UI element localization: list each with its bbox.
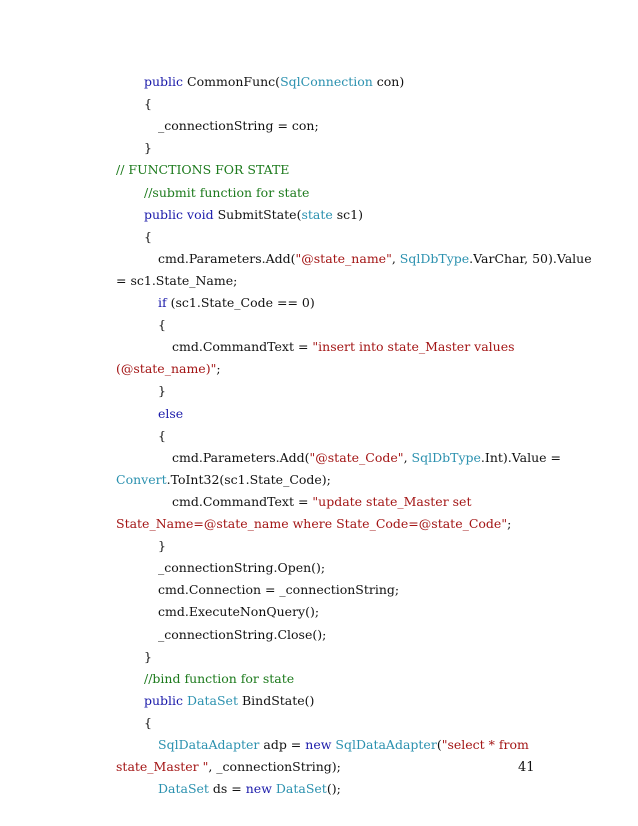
code-line [172, 450, 561, 466]
code-token-keyword: new [305, 737, 332, 752]
code-token-plain: _connectionString = con; [158, 118, 319, 134]
code-token-plain: } [144, 140, 152, 156]
code-token-keyword: new [245, 781, 272, 797]
code-token-plain: { [144, 228, 152, 244]
code-token-type: Convert [116, 471, 167, 487]
code-token-type: SqlDbType [411, 449, 481, 465]
code-line [158, 582, 399, 598]
code-token-type: SqlConnection [280, 74, 373, 89]
code-line [116, 162, 289, 178]
code-token-plain: ; [507, 516, 512, 531]
code-line [158, 627, 326, 643]
code-token-string: state_Master " [116, 759, 209, 775]
code-token-string: (@state_name)" [116, 361, 217, 377]
code-token-plain: con) [372, 74, 405, 89]
code-token-comment: //submit function for state [144, 184, 310, 200]
code-token-string: State_Name=@state_name where State_Code=@state_Code" [116, 516, 508, 531]
code-token-plain: cmd.Parameters.Add( [172, 449, 310, 465]
code-token-plain: } [158, 383, 166, 399]
code-line [116, 759, 341, 775]
code-token-plain: SubmitState( [213, 206, 302, 222]
code-line [158, 118, 319, 134]
code-line [172, 339, 515, 355]
code-token-keyword: public [144, 74, 184, 89]
code-token-type: DataSet [187, 692, 238, 708]
code-token-plain: .ToInt32(sc1.State_Code); [166, 471, 331, 487]
code-line [158, 295, 315, 311]
code-line [144, 649, 152, 665]
code-line [144, 96, 152, 112]
code-token-string: "@state_name" [295, 250, 392, 266]
code-token-plain: ; [216, 361, 221, 377]
code-token-plain: CommonFunc( [183, 74, 281, 89]
code-token-plain: , [391, 250, 400, 266]
code-token-plain: { [144, 96, 152, 112]
code-token-plain: cmd.CommandText = [172, 493, 313, 509]
code-token-type: SqlDbType [399, 250, 470, 266]
code-token-plain: = sc1.State_Name; [116, 272, 238, 288]
code-line [116, 361, 221, 377]
code-token-plain: , [403, 449, 412, 465]
code-line [158, 406, 183, 422]
code-token-keyword: public [144, 206, 184, 222]
code-line [172, 494, 471, 510]
code-token-comment: //bind function for state [144, 670, 295, 686]
code-token-type: DataSet [158, 781, 209, 797]
code-token-plain: .Int).Value = [480, 449, 561, 465]
code-token-plain: } [158, 538, 166, 554]
code-line [158, 560, 325, 576]
code-token-plain: } [144, 648, 152, 664]
code-token-type: SqlDataAdapter [158, 737, 260, 752]
code-token-type: SqlDataAdapter [335, 737, 437, 752]
code-token-plain: ( [436, 737, 442, 752]
code-token-string: "@state_Code" [309, 449, 404, 465]
code-line [158, 737, 529, 753]
code-token-plain: cmd.Parameters.Add( [158, 250, 296, 266]
code-token-keyword: else [158, 405, 184, 421]
code-token-plain: cmd.ExecuteNonQuery(); [158, 604, 320, 620]
code-line [158, 428, 166, 444]
code-token-plain: (sc1.State_Code == 0) [166, 295, 315, 310]
code-line [144, 185, 309, 201]
code-line [116, 273, 237, 289]
code-line [158, 251, 592, 267]
code-token-plain: adp = [259, 737, 306, 752]
code-token-type: state [301, 206, 333, 222]
code-line [144, 207, 363, 223]
code-token-plain: BindState() [237, 692, 315, 708]
code-line [144, 671, 294, 687]
code-token-plain: { [144, 714, 152, 730]
code-token-plain: _connectionString.Open(); [158, 560, 326, 576]
code-token-plain: cmd.CommandText = [172, 339, 313, 355]
code-line [144, 140, 152, 156]
code-token-keyword: if [158, 295, 167, 310]
code-token-plain: .VarChar, 50).Value [469, 250, 592, 266]
code-line [144, 229, 152, 245]
code-token-string: "insert into state_Master values [312, 339, 515, 355]
code-line [158, 781, 341, 797]
code-token-plain: sc1) [332, 206, 363, 222]
code-token-keyword: public [144, 692, 184, 708]
page-number: 41 [518, 760, 535, 775]
code-line [144, 715, 152, 731]
code-token-type: DataSet [275, 781, 327, 797]
code-token-plain: (); [326, 781, 341, 797]
code-line [144, 74, 404, 90]
code-token-comment: // FUNCTIONS FOR STATE [116, 162, 290, 178]
code-line [144, 693, 314, 709]
code-line [158, 538, 166, 554]
code-line [116, 472, 331, 488]
code-line [158, 317, 166, 333]
code-line [158, 383, 166, 399]
code-token-plain: { [158, 317, 166, 333]
code-token-string: "update state_Master set [312, 493, 472, 509]
code-token-plain: ds = [208, 781, 246, 797]
code-line [158, 604, 319, 620]
code-token-keyword: void [187, 206, 214, 222]
code-token-plain: , _connectionString); [208, 759, 341, 775]
code-token-string: "select * from [441, 737, 529, 752]
code-token-plain: _connectionString.Close(); [158, 626, 327, 642]
code-token-plain: cmd.Connection = _connectionString; [158, 582, 400, 598]
code-line [116, 516, 511, 532]
code-token-plain: { [158, 427, 166, 443]
